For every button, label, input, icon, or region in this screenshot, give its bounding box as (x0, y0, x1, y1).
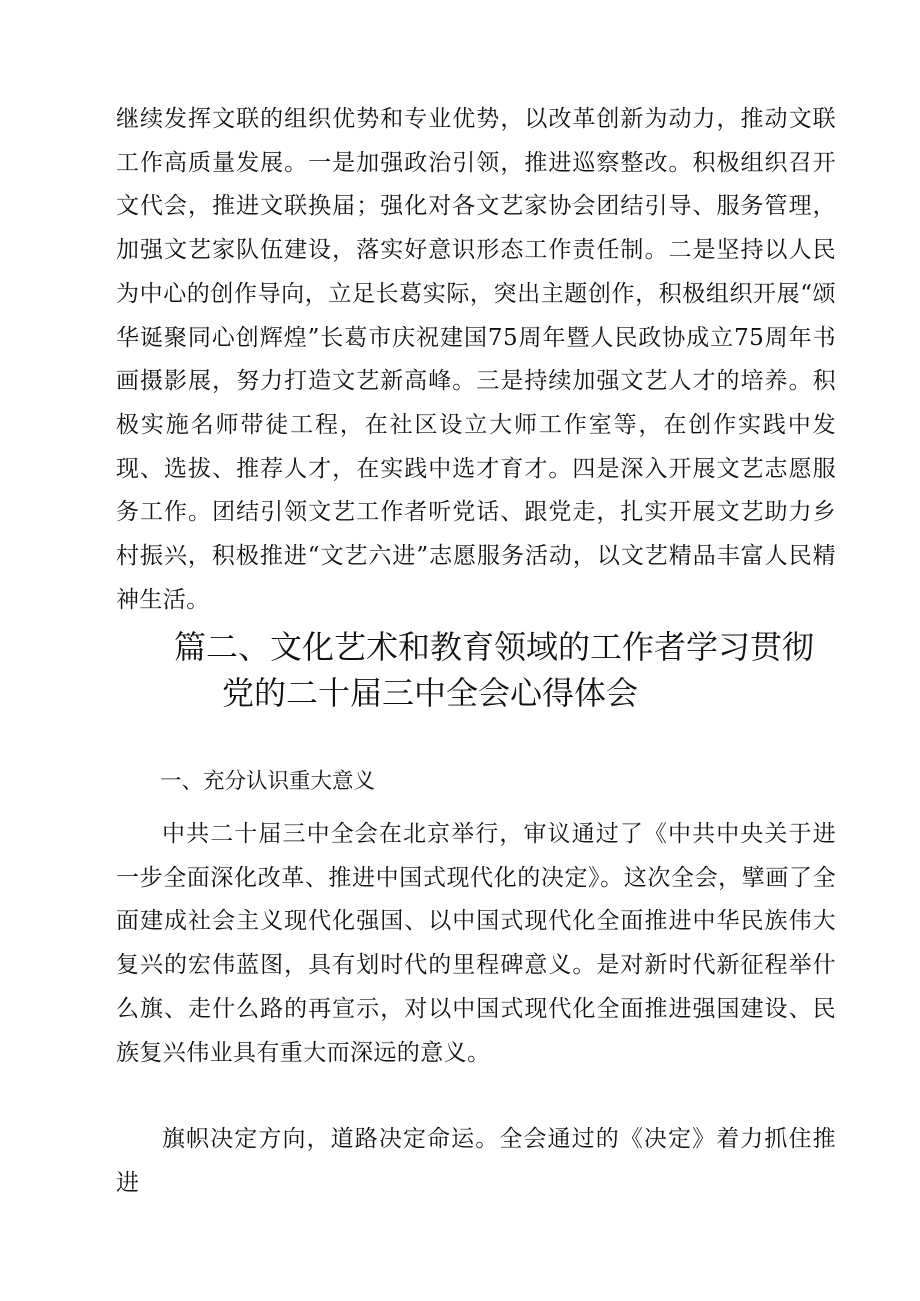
article-title-line-1: 篇二、文化艺术和教育领域的工作者学习贯彻 (174, 628, 815, 666)
article-title-line-2: 党的二十届三中全会心得体会 (222, 674, 639, 712)
body-paragraph-2: 旗帜决定方向，道路决定命运。全会通过的《决定》着力抓住推进 (116, 1126, 836, 1196)
continued-paragraph: 继续发挥文联的组织优势和专业优势，以改革创新为动力，推动文联工作高质量发展。一是加强政治引领，推进巡察整改。积极组织召开文代会，推进文联换届；强化对各文艺家协会团结引导、服务管理，加强文艺家队伍建设，落实好意识形态工作责任制。二是坚持以人民为中心的创作导向，立足长葛实际，突出主题创作，积极组织开展“颂华诞聚同心创辉煌”长葛市庆祝建国75周年暨人民政协成立75周年书画摄影展，努力打造文艺新高峰。三是持续加强文艺人才的培养。积极实施名师带徒工程，在社区设立大师工作室等，在创作实践中发现、选拔、推荐人才，在实践中选才育才。四是深入开展文艺志愿服务工作。团结引领文艺工作者听党话、跟党走，扎实开展文艺助力乡村振兴，积极推进“文艺六进”志愿服务活动，以文艺精品丰富人民精神生活。 (116, 106, 836, 613)
body-paragraph-1: 中共二十届三中全会在北京举行，审议通过了《中共中央关于进一步全面深化改革、推进中国式现代化的决定》。这次全会，擘画了全面建成社会主义现代化强国、以中国式现代化全面推进中华民族伟大复兴的宏伟蓝图，具有划时代的里程碑意义。是对新时代新征程举什么旗、走什么路的再宣示，对以中国式现代化全面推进强国建设、民族复兴伟业具有重大而深远的意义。 (116, 821, 836, 1066)
section-heading: 一、充分认识重大意义 (160, 769, 376, 794)
article-title (174, 624, 854, 716)
